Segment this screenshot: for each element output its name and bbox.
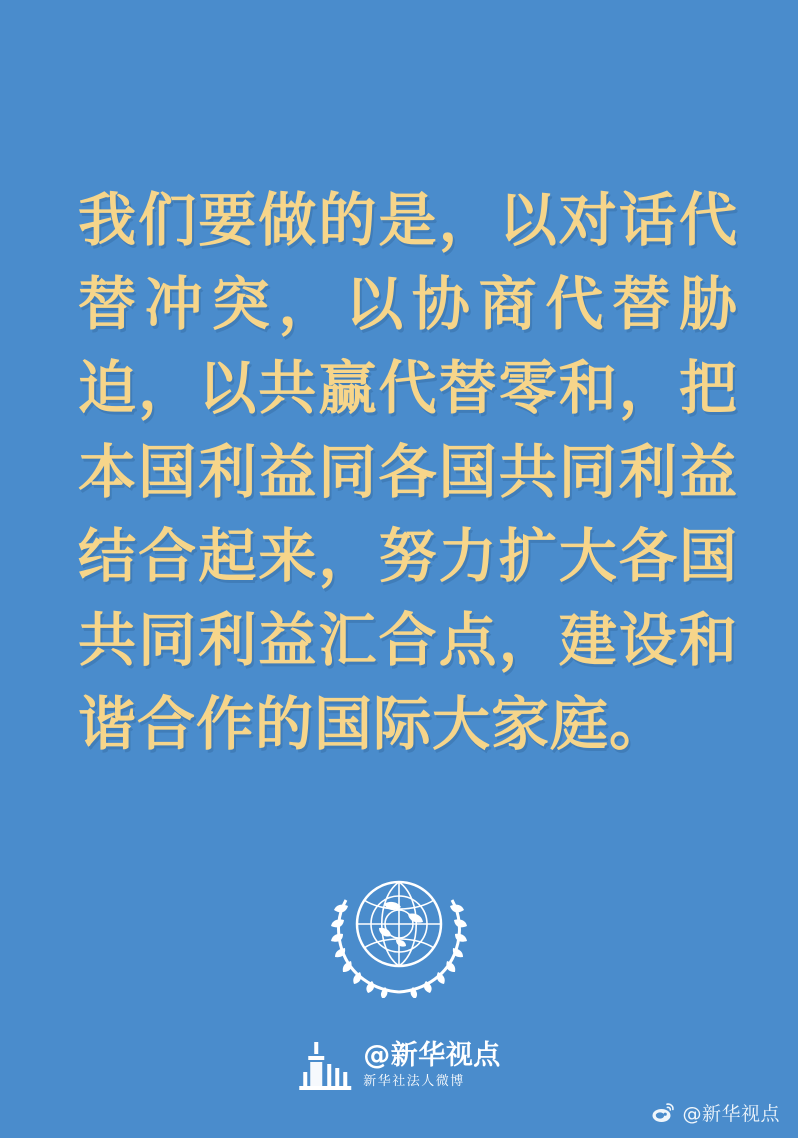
brand-lockup xyxy=(297,1038,501,1092)
weibo-icon xyxy=(651,1101,675,1125)
quote-block xyxy=(78,178,738,766)
brand-text-block xyxy=(363,1042,501,1088)
xinhua-logo-icon xyxy=(297,1038,353,1092)
brand-name: @新华视点 xyxy=(363,1040,501,1071)
watermark-text: @新华视点 xyxy=(682,1103,780,1125)
weibo-watermark xyxy=(651,1099,780,1126)
brand-subtitle: 新华社法人微博 xyxy=(363,1074,465,1089)
united-nations-emblem-icon xyxy=(324,870,474,998)
quote-text: 我们要做的是，以对话代替冲突，以协商代替胁迫，以共赢代替零和，把本国利益同各国共同利益结合起来，努力扩大各国共同利益汇合点，建设和谐合作的国际大家庭。 xyxy=(78,186,738,758)
